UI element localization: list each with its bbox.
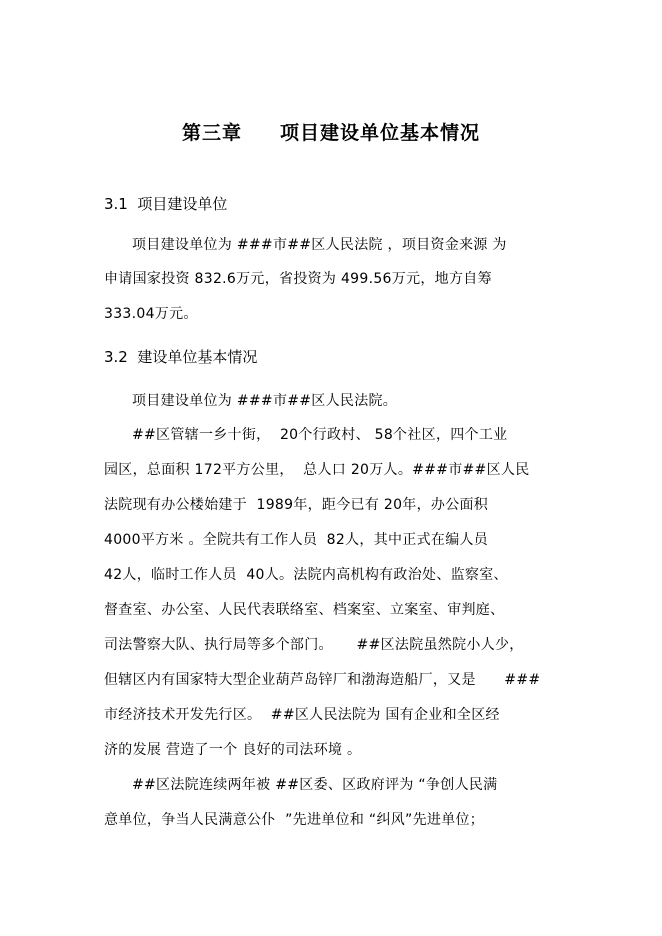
- chapter-title: 第三章 项目建设单位基本情况: [181, 122, 481, 144]
- paragraph-line: 333.04万元。: [104, 306, 198, 322]
- paragraph-line: 园区，总面积 172平方公里， 总人口 20万人。###市##区人民: [104, 462, 530, 478]
- paragraph-line: 项目建设单位为 ###市##区人民法院 ，项目资金来源 为: [132, 237, 507, 253]
- paragraph-line: 司法警察大队、执行局等多个部门。 ##区法院虽然院小人少，: [104, 637, 524, 653]
- paragraph-line: 42人，临时工作人员 40人。法院内高机构有政治处、监察室、: [104, 567, 508, 583]
- section-heading-3-2: 3.2 建设单位基本情况: [104, 348, 258, 366]
- section-heading-3-1: 3.1 项目建设单位: [104, 195, 228, 213]
- paragraph-line: ##区管辖一乡十街， 20个行政村、 58个社区，四个工业: [132, 427, 508, 443]
- paragraph-line: 意单位，争当人民满意公仆 ”先进单位和 “纠风”先进单位；: [104, 812, 485, 828]
- paragraph-line: 督查室、办公室、人民代表联络室、档案室、立案室、审判庭、: [104, 602, 505, 618]
- paragraph-line: 4000平方米 。全院共有工作人员 82人，其中正式在编人员: [104, 532, 489, 548]
- paragraph-line: 但辖区内有国家特大型企业葫芦岛锌厂和渤海造船厂，又是 ###: [104, 672, 541, 688]
- paragraph-line: 济的发展 营造了一个 良好的司法环境 。: [104, 742, 362, 758]
- paragraph-line: 法院现有办公楼始建于 1989年，距今已有 20年，办公面积: [104, 497, 489, 513]
- paragraph-line: 市经济技术开发先行区。 ##区人民法院为 国有企业和全区经: [104, 707, 500, 723]
- paragraph-line: ##区法院连续两年被 ##区委、区政府评为 “争创人民满: [132, 777, 498, 793]
- paragraph-line: 申请国家投资 832.6万元，省投资为 499.56万元，地方自筹: [104, 271, 492, 287]
- paragraph-line: 项目建设单位为 ###市##区人民法院。: [132, 393, 398, 409]
